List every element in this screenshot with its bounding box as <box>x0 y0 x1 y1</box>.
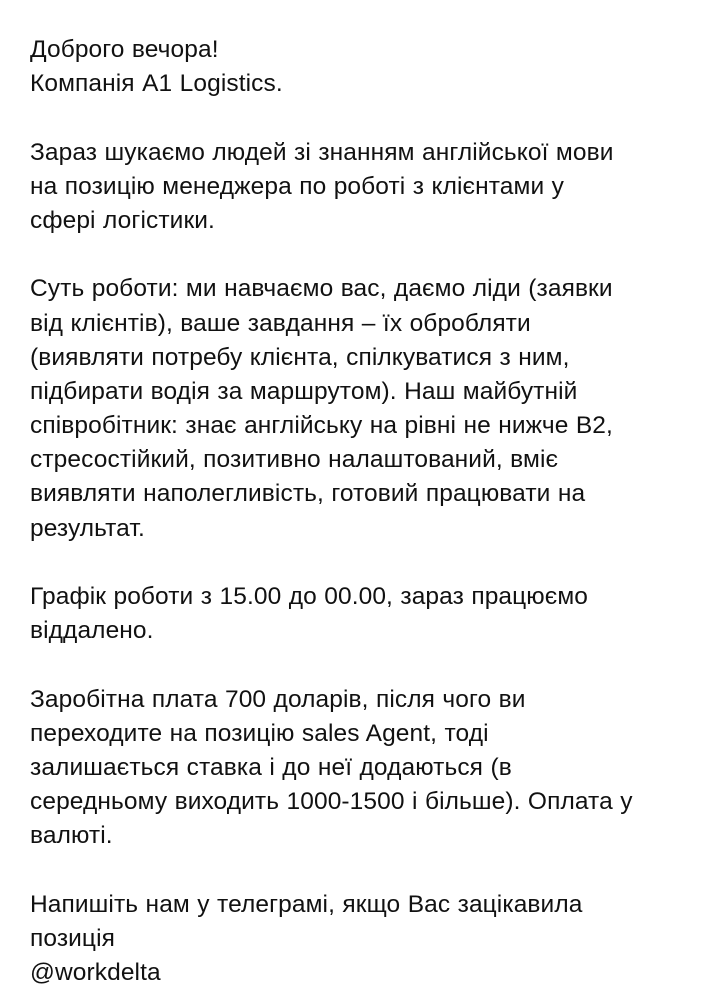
paragraph-gap <box>30 648 702 682</box>
paragraph-gap <box>30 238 702 272</box>
telegram-handle-link[interactable]: @workdelta <box>30 959 161 987</box>
text-line: переходите на позицію sales Agent, тоді <box>30 719 489 747</box>
duties-paragraph <box>30 272 702 546</box>
greeting-paragraph <box>30 33 702 101</box>
text-line: Заробітна плата 700 доларів, після чого ви <box>30 685 526 713</box>
paragraph-gap <box>30 854 702 888</box>
text-line: виявляти наполегливість, готовий працювати на <box>30 480 586 508</box>
text-line: Компанія A1 Logistics. <box>30 70 283 98</box>
message-body <box>30 33 702 990</box>
text-line: на позицію менеджера по роботі з клієнтами у <box>30 172 565 200</box>
text-line: позиція <box>30 924 115 952</box>
text-line: залишається ставка і до неї додаються (в <box>30 753 512 781</box>
text-line: середньому виходить 1000-1500 і більше). Оплата у <box>30 788 633 816</box>
text-line: Графік роботи з 15.00 до 00.00, зараз працюємо <box>30 583 589 610</box>
text-line: Напишіть нам у телеграмі, якщо Вас зацікавила <box>30 890 583 918</box>
text-line: підбирати водія за маршрутом). Наш майбутній <box>30 377 578 405</box>
contact-paragraph <box>30 888 702 990</box>
intro-paragraph <box>30 136 702 239</box>
text-line: Доброго вечора! <box>30 36 219 63</box>
text-line: віддалено. <box>30 617 154 645</box>
paragraph-gap <box>30 101 702 135</box>
text-line: валюті. <box>30 822 113 850</box>
text-line: результат. <box>30 514 145 542</box>
text-line: Зараз шукаємо людей зі знанням англійської мови <box>30 138 614 166</box>
text-line: Суть роботи: ми навчаємо вас, даємо ліди (заявки <box>30 275 613 303</box>
text-line: (виявляти потребу клієнта, спілкуватися з ним, <box>30 343 570 371</box>
text-line: стресостійкий, позитивно налаштований, вміє <box>30 446 559 474</box>
text-line: співробітник: знає англійську на рівні не нижче B2, <box>30 412 613 440</box>
text-line: від клієнтів), ваше завдання – їх обробляти <box>30 309 531 337</box>
text-line: сфері логістики. <box>30 206 215 234</box>
salary-paragraph <box>30 683 702 854</box>
paragraph-gap <box>30 546 702 580</box>
schedule-paragraph <box>30 580 702 648</box>
